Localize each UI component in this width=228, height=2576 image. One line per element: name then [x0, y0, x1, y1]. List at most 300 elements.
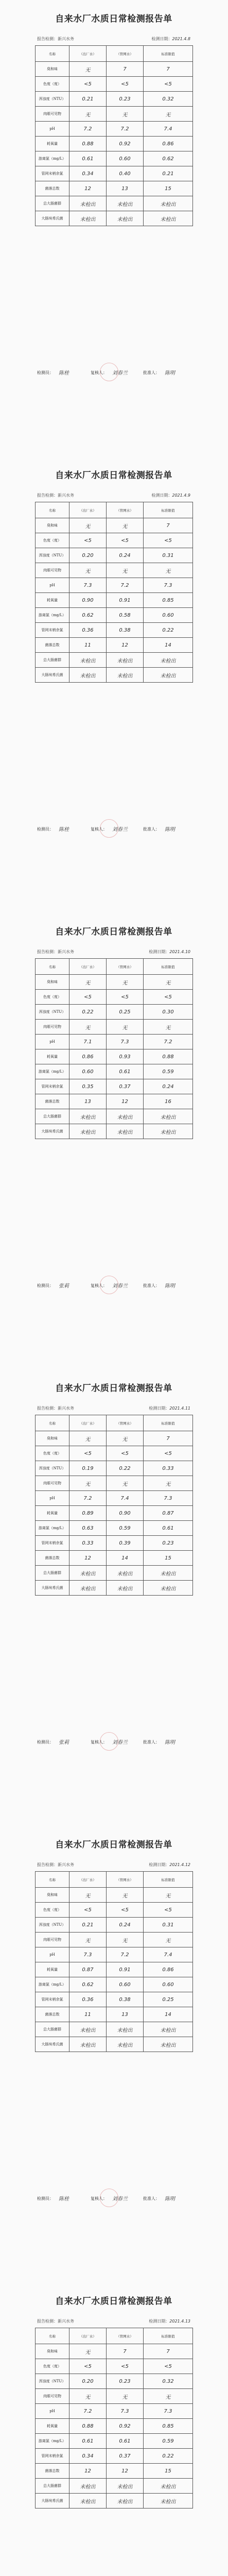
measured-value: 7.2 [144, 1035, 193, 1049]
table-row [36, 1431, 193, 1446]
measured-value: 7.3 [144, 2404, 193, 2419]
table-row [36, 990, 193, 1005]
parameter-name: 耗氧量 [36, 2419, 69, 2434]
measured-value: 0.34 [69, 2449, 107, 2464]
measured-value: 无 [69, 1888, 107, 1903]
parameter-name: 游离氯（mg/L） [36, 1064, 69, 1079]
parameter-name: 菌落总数 [36, 638, 69, 653]
measured-value: 15 [144, 181, 193, 196]
measured-value: 0.22 [144, 2449, 193, 2464]
report-meta [35, 35, 192, 43]
measured-value: 0.32 [144, 92, 193, 107]
parameter-name: pH [36, 1491, 69, 1506]
measured-value: 未检出 [144, 653, 193, 668]
measured-value: 未检出 [107, 2037, 144, 2052]
table-row [36, 196, 193, 211]
measured-value: 0.93 [107, 1049, 144, 1064]
measured-value: 0.62 [69, 1977, 107, 1992]
table-row [36, 2404, 193, 2419]
measured-value: 未检出 [69, 196, 107, 211]
measured-value: 0.62 [69, 608, 107, 623]
tester-label: 检测员： [37, 2196, 54, 2201]
measured-value: 0.85 [144, 593, 193, 608]
unit-label: 报告检测：新兴水务 [37, 1406, 74, 1411]
table-row [36, 1962, 193, 1977]
table-row [36, 151, 193, 166]
measured-value: 0.38 [107, 1992, 144, 2007]
measured-value: 7.2 [69, 122, 107, 137]
measured-value: 未检出 [107, 668, 144, 683]
table-row [36, 1947, 193, 1962]
tester-label: 检测员： [37, 1740, 54, 1744]
measured-value: 无 [107, 1431, 144, 1446]
measured-value: 无 [69, 975, 107, 990]
measured-value: 7.4 [144, 122, 193, 137]
table-row [36, 1888, 193, 1903]
measured-value: 无 [144, 107, 193, 122]
measured-value: 无 [69, 107, 107, 122]
parameter-name: 大肠埃希氏菌 [36, 2494, 69, 2509]
report-title: 自来水厂水质日常检测报告单 [55, 1383, 172, 1394]
measured-value: <5 [107, 1446, 144, 1461]
parameter-name: 臭和味 [36, 1431, 69, 1446]
table-row [36, 533, 193, 548]
measured-value: 未检出 [144, 2037, 193, 2052]
table-row [36, 1035, 193, 1049]
measured-value: 未检出 [144, 196, 193, 211]
parameter-name: 总大肠菌群 [36, 2479, 69, 2494]
measured-value: 未检出 [107, 2479, 144, 2494]
measured-value: 未检出 [69, 1581, 107, 1596]
report-meta [35, 2317, 192, 2326]
column-header: （管网水） [107, 46, 144, 62]
measured-value: 0.63 [69, 1521, 107, 1536]
parameter-name: 大肠埃希氏菌 [36, 2037, 69, 2052]
measured-value: 无 [144, 975, 193, 990]
measured-value: 未检出 [144, 2494, 193, 2509]
measured-value: 无 [107, 2389, 144, 2404]
reviewer-label: 复核人： [91, 370, 107, 375]
table-row [36, 1581, 193, 1596]
measured-value: 0.36 [69, 1992, 107, 2007]
reviewer-signature: 刘春兰 [112, 1740, 128, 1745]
parameter-name: 管网末梢余氯 [36, 166, 69, 181]
measured-value: 未检出 [107, 1109, 144, 1124]
table-row [36, 2359, 193, 2374]
column-header: （出厂水） [69, 1872, 107, 1888]
report-title: 自来水厂水质日常检测报告单 [55, 14, 172, 24]
measured-value: 13 [107, 2007, 144, 2022]
measured-value: <5 [144, 77, 193, 92]
result-table [35, 1415, 193, 1596]
measured-value: 0.34 [69, 166, 107, 181]
date-value: 2021.4.10 [169, 950, 190, 954]
measured-value: 0.61 [107, 1064, 144, 1079]
approver-label: 批准人： [143, 1740, 160, 1744]
measured-value: 未检出 [69, 2479, 107, 2494]
parameter-name: 肉眼可见物 [36, 1020, 69, 1035]
measured-value: 未检出 [69, 668, 107, 683]
measured-value: 0.25 [144, 1992, 193, 2007]
column-header: （出厂水） [69, 502, 107, 518]
measured-value: 15 [144, 1551, 193, 1566]
column-header: 名称 [36, 502, 69, 518]
measured-value: 无 [107, 518, 144, 533]
measured-value: 0.23 [107, 92, 144, 107]
column-header: （出厂水） [69, 46, 107, 62]
measured-value: 未检出 [69, 653, 107, 668]
measured-value: 0.23 [107, 2374, 144, 2389]
measured-value: 0.58 [107, 608, 144, 623]
measured-value: 7.3 [144, 578, 193, 593]
table-row [36, 2434, 193, 2449]
table-row [36, 2374, 193, 2389]
column-header: 标准限值 [144, 959, 193, 975]
parameter-name: pH [36, 1947, 69, 1962]
measured-value: 12 [69, 1551, 107, 1566]
parameter-name: 浑浊度（NTU） [36, 2374, 69, 2389]
date-label: 检测日期：2021.4.11 [149, 1406, 190, 1411]
measured-value: 0.60 [107, 1977, 144, 1992]
parameter-name: 大肠埃希氏菌 [36, 668, 69, 683]
measured-value: 7.3 [144, 1491, 193, 1506]
approver-label: 批准人： [143, 1283, 160, 1288]
measured-value: <5 [144, 990, 193, 1005]
measured-value: 0.40 [107, 166, 144, 181]
measured-value: 0.87 [144, 1506, 193, 1521]
column-header: （管网水） [107, 959, 144, 975]
reviewer-label: 复核人： [91, 1283, 107, 1288]
measured-value: 7 [107, 62, 144, 77]
measured-value: 11 [69, 2007, 107, 2022]
table-row [36, 1064, 193, 1079]
measured-value: <5 [144, 533, 193, 548]
table-row [36, 2479, 193, 2494]
report-title: 自来水厂水质日常检测报告单 [55, 2296, 172, 2307]
measured-value: <5 [144, 2359, 193, 2374]
measured-value: 未检出 [107, 1124, 144, 1139]
report-title: 自来水厂水质日常检测报告单 [55, 927, 172, 937]
tester-signature: 陈桂 [59, 827, 69, 833]
measured-value: 0.90 [107, 1506, 144, 1521]
reviewer-label: 复核人： [91, 1740, 107, 1744]
table-row [36, 638, 193, 653]
table-row [36, 1005, 193, 1020]
measured-value: 未检出 [69, 1124, 107, 1139]
measured-value: 14 [107, 1551, 144, 1566]
measured-value: <5 [107, 990, 144, 1005]
parameter-name: 管网末梢余氯 [36, 623, 69, 638]
measured-value: <5 [107, 1903, 144, 1918]
parameter-name: 游离氯（mg/L） [36, 608, 69, 623]
measured-value: 0.61 [69, 2434, 107, 2449]
measured-value: 14 [144, 638, 193, 653]
measured-value: 13 [69, 1094, 107, 1109]
parameter-name: 菌落总数 [36, 1551, 69, 1566]
seal-stamp [100, 1276, 118, 1294]
measured-value: 15 [144, 2464, 193, 2479]
parameter-name: 大肠埃希氏菌 [36, 211, 69, 226]
parameter-name: 游离氯（mg/L） [36, 1521, 69, 1536]
parameter-name: 菌落总数 [36, 2464, 69, 2479]
tester-label: 检测员： [37, 370, 54, 375]
parameter-name: 臭和味 [36, 518, 69, 533]
column-header: 名称 [36, 46, 69, 62]
date-label: 检测日期：2021.4.13 [149, 2319, 190, 2324]
measured-value: 无 [107, 1933, 144, 1947]
measured-value: 7.2 [107, 122, 144, 137]
seal-stamp [100, 819, 118, 838]
table-row [36, 2449, 193, 2464]
measured-value: 未检出 [69, 2022, 107, 2037]
date-value: 2021.4.13 [169, 2319, 190, 2324]
measured-value: 0.37 [107, 2449, 144, 2464]
column-header: 名称 [36, 2328, 69, 2344]
parameter-name: 浑浊度（NTU） [36, 548, 69, 563]
parameter-name: 大肠埃希氏菌 [36, 1124, 69, 1139]
measured-value: 13 [107, 181, 144, 196]
measured-value: 0.20 [69, 548, 107, 563]
measured-value: 无 [144, 1933, 193, 1947]
column-header: （管网水） [107, 1415, 144, 1431]
parameter-name: 总大肠菌群 [36, 1109, 69, 1124]
report-meta [35, 1861, 192, 1869]
measured-value: 7 [144, 518, 193, 533]
measured-value: 无 [144, 1020, 193, 1035]
table-row [36, 1124, 193, 1139]
measured-value: <5 [107, 77, 144, 92]
parameter-name: 肉眼可见物 [36, 563, 69, 578]
report-sheet [34, 1837, 194, 2252]
measured-value: 0.60 [144, 608, 193, 623]
result-table [35, 502, 193, 683]
date-label: 检测日期：2021.4.8 [151, 37, 190, 41]
column-header: 标准限值 [144, 1415, 193, 1431]
measured-value: 无 [107, 107, 144, 122]
table-row [36, 1491, 193, 1506]
measured-value: 12 [69, 181, 107, 196]
table-row [36, 668, 193, 683]
date-label: 检测日期：2021.4.10 [149, 950, 190, 954]
date-value: 2021.4.11 [169, 1406, 190, 1411]
table-row [36, 975, 193, 990]
table-row [36, 1933, 193, 1947]
parameter-name: 游离氯（mg/L） [36, 1977, 69, 1992]
measured-value: 7.2 [69, 2404, 107, 2419]
parameter-name: 菌落总数 [36, 181, 69, 196]
seal-stamp [100, 363, 118, 381]
measured-value: 无 [107, 1020, 144, 1035]
measured-value: 0.59 [144, 1064, 193, 1079]
table-row [36, 518, 193, 533]
parameter-name: 色度（度） [36, 77, 69, 92]
measured-value: <5 [69, 990, 107, 1005]
measured-value: 7 [144, 62, 193, 77]
reviewer-label: 复核人： [91, 2196, 107, 2201]
parameter-name: 大肠埃希氏菌 [36, 1581, 69, 1596]
parameter-name: 游离氯（mg/L） [36, 151, 69, 166]
parameter-name: pH [36, 578, 69, 593]
measured-value: 0.62 [144, 151, 193, 166]
measured-value: 7.3 [69, 1947, 107, 1962]
reviewer-label: 复核人： [91, 827, 107, 832]
measured-value: 未检出 [144, 2479, 193, 2494]
measured-value: 无 [69, 518, 107, 533]
measured-value: 无 [69, 1020, 107, 1035]
parameter-name: 游离氯（mg/L） [36, 2434, 69, 2449]
measured-value: 0.19 [69, 1461, 107, 1476]
result-table [35, 2328, 193, 2509]
column-header: （管网水） [107, 2328, 144, 2344]
measured-value: 0.89 [69, 1506, 107, 1521]
table-row [36, 548, 193, 563]
measured-value: 0.23 [144, 1536, 193, 1551]
parameter-name: 管网末梢余氯 [36, 1536, 69, 1551]
table-row [36, 2494, 193, 2509]
measured-value: 7 [107, 2344, 144, 2359]
parameter-name: 总大肠菌群 [36, 196, 69, 211]
reviewer-signature: 刘春兰 [112, 1283, 128, 1289]
measured-value: 无 [144, 563, 193, 578]
measured-value: 0.24 [107, 548, 144, 563]
table-row [36, 62, 193, 77]
parameter-name: 色度（度） [36, 1903, 69, 1918]
parameter-name: 管网末梢余氯 [36, 2449, 69, 2464]
measured-value: 未检出 [144, 1124, 193, 1139]
measured-value: <5 [107, 2359, 144, 2374]
table-row [36, 608, 193, 623]
measured-value: 未检出 [107, 653, 144, 668]
measured-value: 7 [144, 1431, 193, 1446]
tester-signature: 陈桂 [59, 2196, 69, 2202]
table-row [36, 2344, 193, 2359]
measured-value: 7 [144, 2344, 193, 2359]
parameter-name: 总大肠菌群 [36, 653, 69, 668]
measured-value: 0.31 [144, 548, 193, 563]
result-table [35, 45, 193, 226]
parameter-name: 色度（度） [36, 2359, 69, 2374]
measured-value: <5 [144, 1446, 193, 1461]
reviewer-signature: 刘春兰 [112, 370, 128, 376]
table-row [36, 2037, 193, 2052]
parameter-name: 耗氧量 [36, 593, 69, 608]
table-row [36, 1461, 193, 1476]
table-row [36, 1020, 193, 1035]
approver-label: 批准人： [143, 827, 160, 832]
measured-value: 0.85 [144, 2419, 193, 2434]
unit-label: 报告检测：新兴水务 [37, 1862, 74, 1867]
measured-value: 0.61 [107, 2434, 144, 2449]
measured-value: 0.22 [69, 1005, 107, 1020]
table-row [36, 1977, 193, 1992]
measured-value: 0.86 [144, 137, 193, 151]
measured-value: 未检出 [144, 1581, 193, 1596]
unit-label: 报告检测：新兴水务 [37, 2319, 74, 2324]
tester-signature: 张莉 [59, 1283, 69, 1289]
parameter-name: pH [36, 1035, 69, 1049]
table-header-row [36, 502, 193, 518]
measured-value: 未检出 [144, 2022, 193, 2037]
column-header: （管网水） [107, 502, 144, 518]
measured-value: 0.25 [107, 1005, 144, 1020]
reviewer-signature: 刘春兰 [112, 827, 128, 833]
measured-value: 14 [144, 2007, 193, 2022]
measured-value: 0.60 [107, 151, 144, 166]
table-row [36, 1551, 193, 1566]
parameter-name: 耗氧量 [36, 1049, 69, 1064]
measured-value: 未检出 [144, 1109, 193, 1124]
measured-value: 12 [107, 2464, 144, 2479]
table-row [36, 107, 193, 122]
measured-value: 0.61 [144, 1521, 193, 1536]
table-row [36, 563, 193, 578]
measured-value: 未检出 [144, 211, 193, 226]
measured-value: 0.31 [144, 1918, 193, 1933]
measured-value: 无 [69, 1431, 107, 1446]
measured-value: 无 [69, 1933, 107, 1947]
measured-value: 0.90 [69, 593, 107, 608]
measured-value: 11 [69, 638, 107, 653]
column-header: 标准限值 [144, 2328, 193, 2344]
report-sheet [34, 924, 194, 1340]
table-row [36, 1536, 193, 1551]
measured-value: 7.3 [107, 2404, 144, 2419]
table-row [36, 92, 193, 107]
table-row [36, 1094, 193, 1109]
column-header: 名称 [36, 1872, 69, 1888]
table-row [36, 1446, 193, 1461]
table-row [36, 1079, 193, 1094]
parameter-name: 耗氧量 [36, 1506, 69, 1521]
measured-value: 7.4 [107, 1491, 144, 1506]
parameter-name: 肉眼可见物 [36, 1476, 69, 1491]
measured-value: 0.20 [69, 2374, 107, 2389]
table-row [36, 77, 193, 92]
measured-value: 7.1 [69, 1035, 107, 1049]
measured-value: <5 [69, 77, 107, 92]
measured-value: <5 [107, 533, 144, 548]
measured-value: 0.59 [144, 2434, 193, 2449]
date-value: 2021.4.8 [172, 37, 190, 41]
table-row [36, 578, 193, 593]
report-meta [35, 948, 192, 956]
measured-value: 未检出 [69, 211, 107, 226]
measured-value: 无 [107, 1476, 144, 1491]
measured-value: 0.91 [107, 593, 144, 608]
parameter-name: 菌落总数 [36, 2007, 69, 2022]
parameter-name: 菌落总数 [36, 1094, 69, 1109]
parameter-name: 臭和味 [36, 62, 69, 77]
parameter-name: 臭和味 [36, 1888, 69, 1903]
measured-value: 0.32 [144, 2374, 193, 2389]
measured-value: 0.92 [107, 2419, 144, 2434]
table-header-row [36, 1415, 193, 1431]
seal-stamp [100, 2189, 118, 2207]
table-row [36, 1918, 193, 1933]
reviewer-signature: 刘春兰 [112, 2196, 128, 2202]
parameter-name: 肉眼可见物 [36, 2389, 69, 2404]
table-row [36, 2419, 193, 2434]
tester-label: 检测员： [37, 1283, 54, 1288]
parameter-name: 浑浊度（NTU） [36, 1005, 69, 1020]
parameter-name: 管网末梢余氯 [36, 1079, 69, 1094]
unit-label: 报告检测：新兴水务 [37, 37, 74, 41]
table-header-row [36, 1872, 193, 1888]
measured-value: 0.87 [69, 1962, 107, 1977]
table-row [36, 166, 193, 181]
measured-value: 未检出 [107, 1581, 144, 1596]
measured-value: 7.3 [69, 578, 107, 593]
